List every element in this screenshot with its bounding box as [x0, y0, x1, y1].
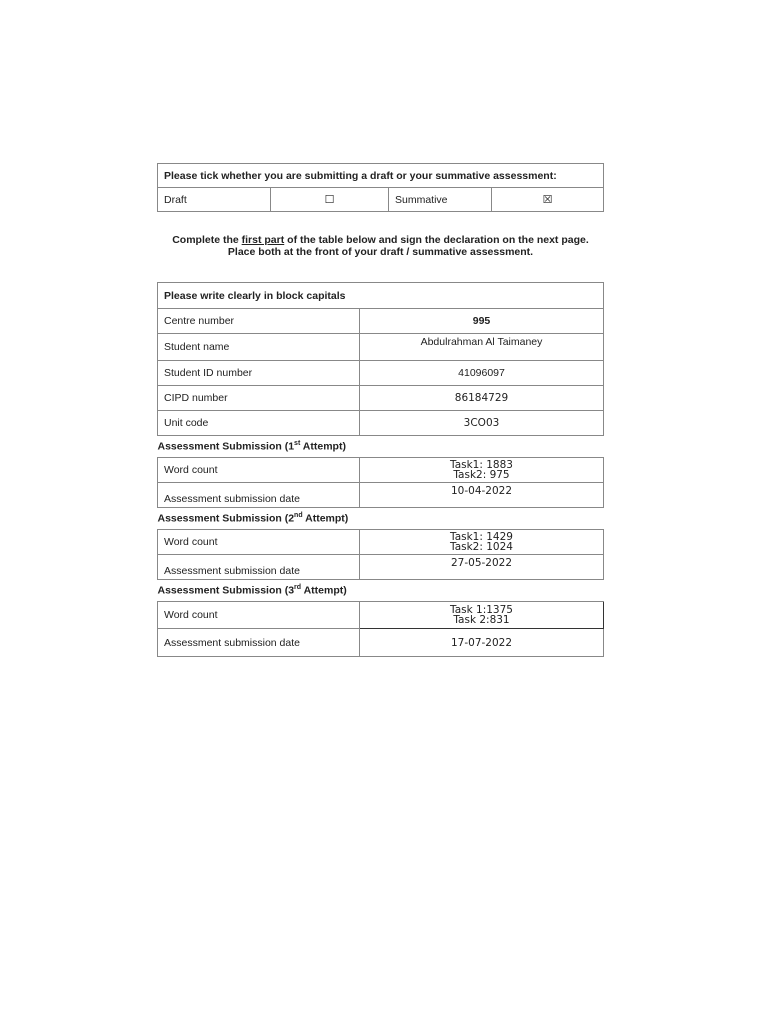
student-id-label: Student ID number — [158, 361, 360, 386]
first-part-underlined: first part — [241, 234, 285, 246]
table-row — [158, 309, 604, 334]
table-row — [158, 458, 604, 483]
attempt-3-section — [158, 580, 604, 602]
attempt-3-title: Assessment Submission (3rd Attempt) — [158, 580, 604, 602]
table-row — [158, 530, 604, 555]
attempt-2-word-count-label: Word count — [158, 530, 360, 555]
draft-label: Draft — [158, 188, 271, 212]
attempt-2-word-count-value[interactable]: Task1: 1429 Task2: 1024 — [360, 530, 604, 555]
attempt-1-word-count-value[interactable]: Task1: 1883 Task2: 975 — [360, 458, 604, 483]
table-row — [158, 386, 604, 411]
cipd-number-value[interactable]: 86184729 — [360, 386, 604, 411]
attempt-3-word-count-value[interactable]: Task 1:1375 Task 2:831 — [360, 602, 604, 629]
instruction-line-1: Complete the first part of the table below and sign the declaration on the next page. — [172, 234, 589, 246]
table-row — [158, 555, 604, 580]
table-row — [158, 361, 604, 386]
summative-checkbox[interactable]: ☒ — [492, 188, 604, 212]
attempt-2-date-label: Assessment submission date — [158, 555, 360, 580]
student-details-table — [157, 282, 604, 657]
summative-label: Summative — [389, 188, 492, 212]
attempt-1-title: Assessment Submission (1st Attempt) — [158, 436, 604, 458]
attempt-2-date-value[interactable]: 27-05-2022 — [360, 555, 604, 580]
student-name-label: Student name — [158, 334, 360, 361]
table-row — [158, 411, 604, 436]
attempt-2-section — [158, 508, 604, 530]
attempt-3-word-count-label: Word count — [158, 602, 360, 629]
unit-code-value[interactable]: 3CO03 — [360, 411, 604, 436]
cipd-number-label: CIPD number — [158, 386, 360, 411]
attempt-1-date-value[interactable]: 10-04-2022 — [360, 483, 604, 508]
attempt-2-title: Assessment Submission (2nd Attempt) — [158, 508, 604, 530]
table-row — [158, 334, 604, 361]
unit-code-label: Unit code — [158, 411, 360, 436]
attempt-3-date-value[interactable]: 17-07-2022 — [360, 629, 604, 657]
student-name-value[interactable]: Abdulrahman Al Taimaney — [360, 334, 604, 361]
attempt-3-date-label: Assessment submission date — [158, 629, 360, 657]
centre-number-label: Centre number — [158, 309, 360, 334]
table-row — [158, 483, 604, 508]
draft-checkbox[interactable]: ☐ — [271, 188, 389, 212]
student-id-value[interactable]: 41096097 — [360, 361, 604, 386]
centre-number-value[interactable]: 995 — [360, 309, 604, 334]
table-row — [158, 629, 604, 657]
instructions — [157, 234, 604, 258]
instruction-line-2: Place both at the front of your draft / summative assessment. — [227, 246, 534, 258]
table-row — [158, 602, 604, 629]
details-heading: Please write clearly in block capitals — [158, 283, 604, 309]
submission-type-heading: Please tick whether you are submitting a draft or your summative assessment: — [158, 164, 604, 188]
attempt-1-section — [158, 436, 604, 458]
submission-type-table — [157, 163, 604, 212]
attempt-1-date-label: Assessment submission date — [158, 483, 360, 508]
attempt-1-word-count-label: Word count — [158, 458, 360, 483]
